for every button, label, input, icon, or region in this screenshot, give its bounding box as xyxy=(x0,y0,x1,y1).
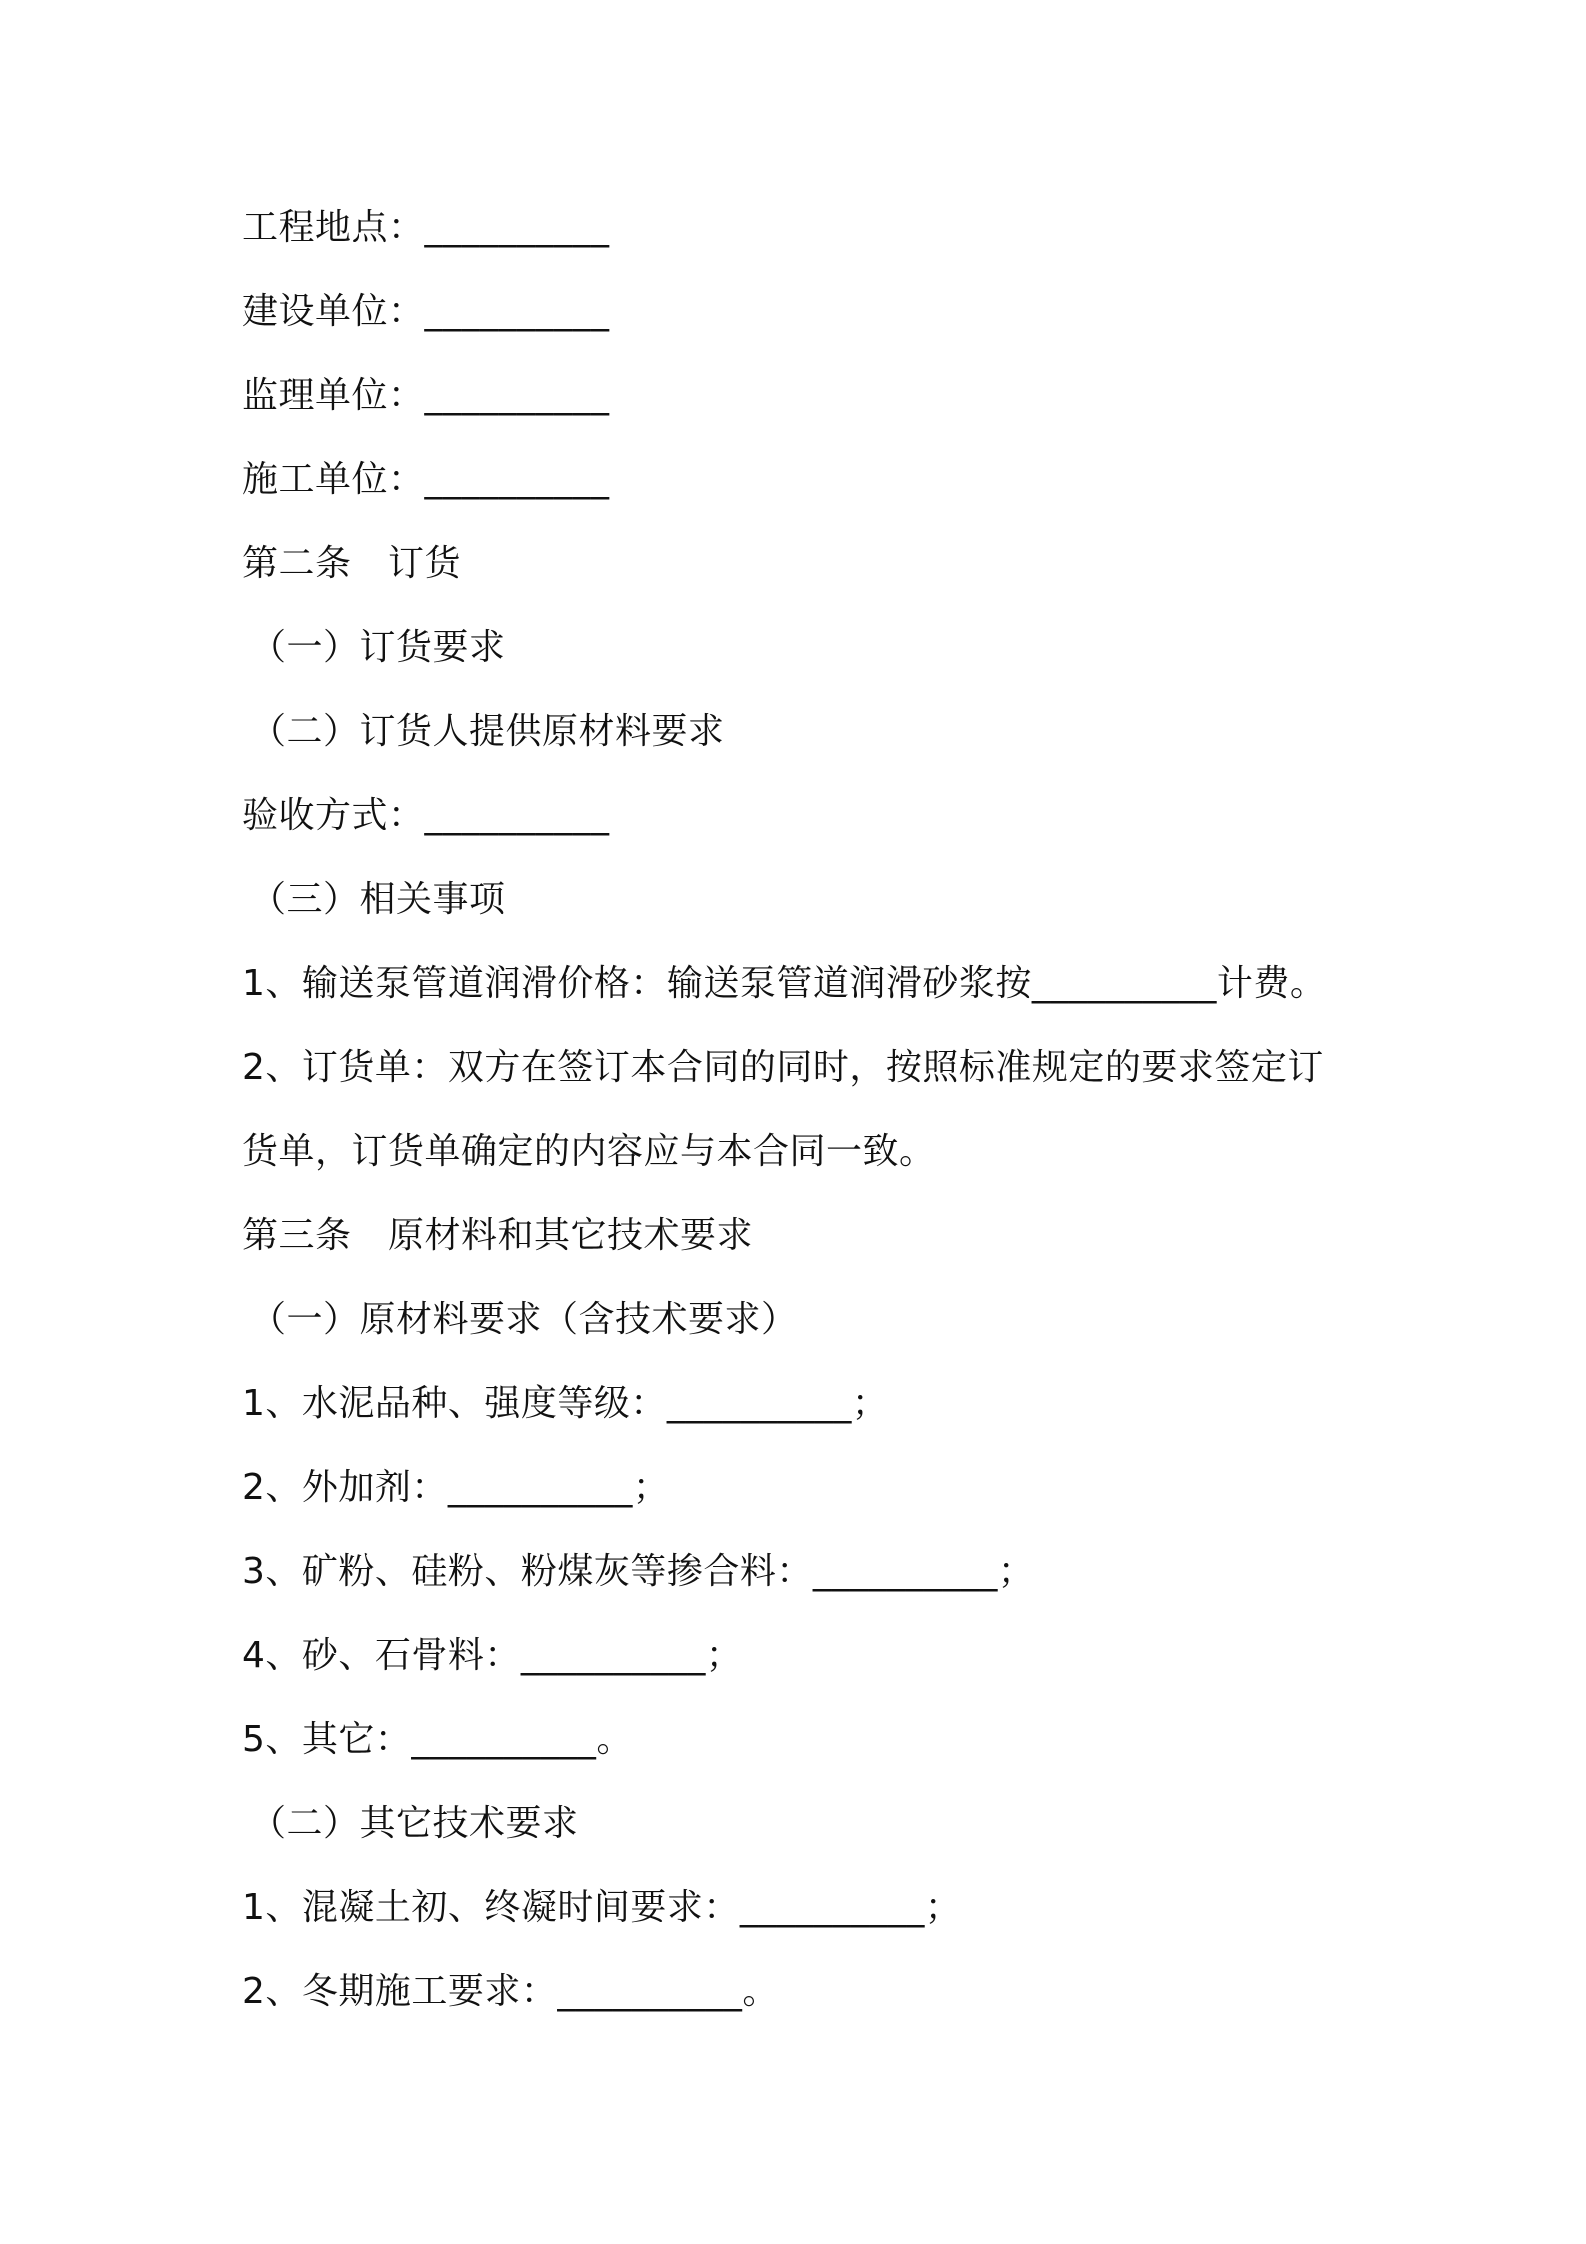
item-admixture: 2、外加剂：__________； xyxy=(242,1467,670,1508)
article-3-heading: 第三条 原材料和其它技术要求 xyxy=(242,1215,754,1256)
field-construction-owner: 建设单位：__________ xyxy=(242,291,610,332)
item-order-form-line-2: 货单，订货单确定的内容应与本合同一致。 xyxy=(242,1131,936,1172)
item-mineral-admixtures: 3、矿粉、硅粉、粉煤灰等掺合料：__________； xyxy=(242,1551,1035,1592)
section-order-requirements: （一）订货要求 xyxy=(250,627,506,668)
field-construction-unit: 施工单位：__________ xyxy=(242,459,610,500)
item-winter-construction: 2、冬期施工要求：__________。 xyxy=(242,1971,779,2012)
field-acceptance-method: 验收方式：__________ xyxy=(242,795,610,836)
section-related-matters: （三）相关事项 xyxy=(250,879,506,920)
item-aggregates: 4、砂、石骨料：__________； xyxy=(242,1635,743,1676)
section-raw-material-requirements: （二）订货人提供原材料要求 xyxy=(250,711,725,752)
field-project-location: 工程地点：__________ xyxy=(242,207,610,248)
article-2-heading: 第二条 订货 xyxy=(242,543,462,584)
item-pump-lubrication-price: 1、输送泵管道润滑价格：输送泵管道润滑砂浆按__________计费。 xyxy=(242,963,1327,1004)
item-setting-time: 1、混凝土初、终凝时间要求：__________； xyxy=(242,1887,962,1928)
item-order-form-line-1: 2、订货单：双方在签订本合同的同时，按照标准规定的要求签定订 xyxy=(242,1047,1324,1088)
section-other-technical: （二）其它技术要求 xyxy=(250,1803,579,1844)
item-cement-grade: 1、水泥品种、强度等级：__________； xyxy=(242,1383,889,1424)
field-supervision-unit: 监理单位：__________ xyxy=(242,375,610,416)
section-raw-materials: （一）原材料要求（含技术要求） xyxy=(250,1299,798,1340)
item-other: 5、其它：__________。 xyxy=(242,1719,633,1760)
